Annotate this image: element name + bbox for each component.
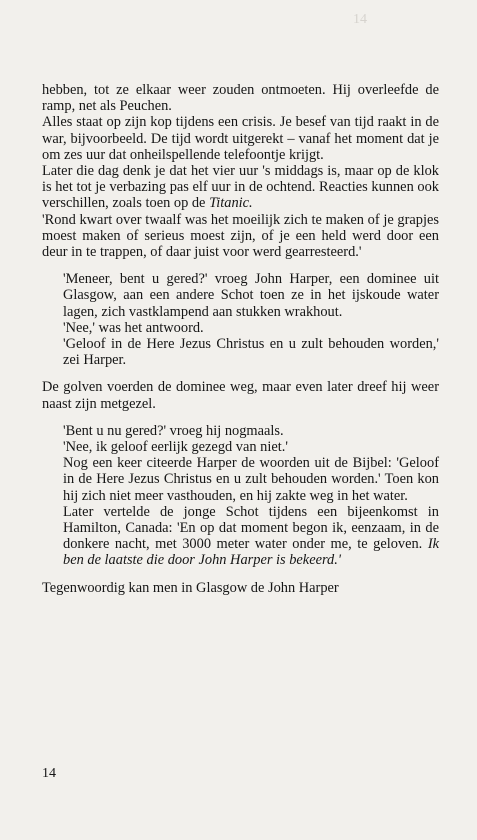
paragraph: 'Rond kwart over twaalf was het moeilijk zich te maken of je grapjes moest maken of serieus moest zijn, of je een held werd door een deur in te trappen, of daar juist voor werd gearresteerd.' <box>42 211 439 261</box>
paragraph: 'Geloof in de Here Jezus Christus en u zult behouden worden,' zei Harper. <box>63 336 439 369</box>
italic-quote: Ik ben de laatste die door John Harper is bekeerd.' <box>63 536 439 569</box>
show-through-mark: 14 <box>353 12 367 27</box>
ship-name: Titanic. <box>209 195 253 212</box>
paragraph: Nog een keer citeerde Harper de woorden uit de Bijbel: 'Geloof in de Here Jezus Christus en u zult behouden worden.' Toen kon hij zich niet meer vasthouden, en hij zakte weg in het water. <box>63 455 439 504</box>
paragraph: hebben, tot ze elkaar weer zouden ontmoeten. Hij overleefde de ramp, net als Peuchen. <box>42 82 439 115</box>
paragraph: Tegenwoordig kan men in Glasgow de John Harper <box>42 579 339 596</box>
body-text <box>42 82 439 596</box>
paragraph: 'Nee, ik geloof eerlijk gezegd van niet.' <box>63 439 288 456</box>
paragraph: 'Meneer, bent u gered?' vroeg John Harper, een dominee uit Glasgow, aan een andere Schot toen ze in het ijskoude water lagen, zich vastklampend aan stukken wrakhout. <box>63 271 439 320</box>
paragraph <box>42 163 439 212</box>
paragraph <box>42 504 439 569</box>
page-number: 14 <box>42 766 56 781</box>
paragraph: De golven voerden de dominee weg, maar even later dreef hij weer naast zijn metgezel. <box>42 379 439 412</box>
paragraph-text: Later vertelde de jonge Schot tijdens een bijeenkomst in Hamilton, Canada: 'En op dat moment begon ik, eenzaam, in de donkere nacht, met 3000 meter water onder me, te geloven. <box>63 503 439 553</box>
paragraph: 'Bent u nu gered?' vroeg hij nogmaals. <box>63 422 284 439</box>
paragraph-text: Later die dag denk je dat het vier uur 's middags is, maar op de klok is het tot je verbazing pas elf uur in de ochtend. Reacties kunnen ook verschillen, zoals toen op de <box>42 163 439 212</box>
paragraph: Alles staat op zijn kop tijdens een crisis. Je besef van tijd raakt in de war, bijvoorbeeld. De tijd wordt uitgerekt – vanaf het moment dat je om zes uur dat onheilspellende telefoontje krijgt. <box>42 114 439 163</box>
paragraph: 'Nee,' was het antwoord. <box>63 319 204 336</box>
